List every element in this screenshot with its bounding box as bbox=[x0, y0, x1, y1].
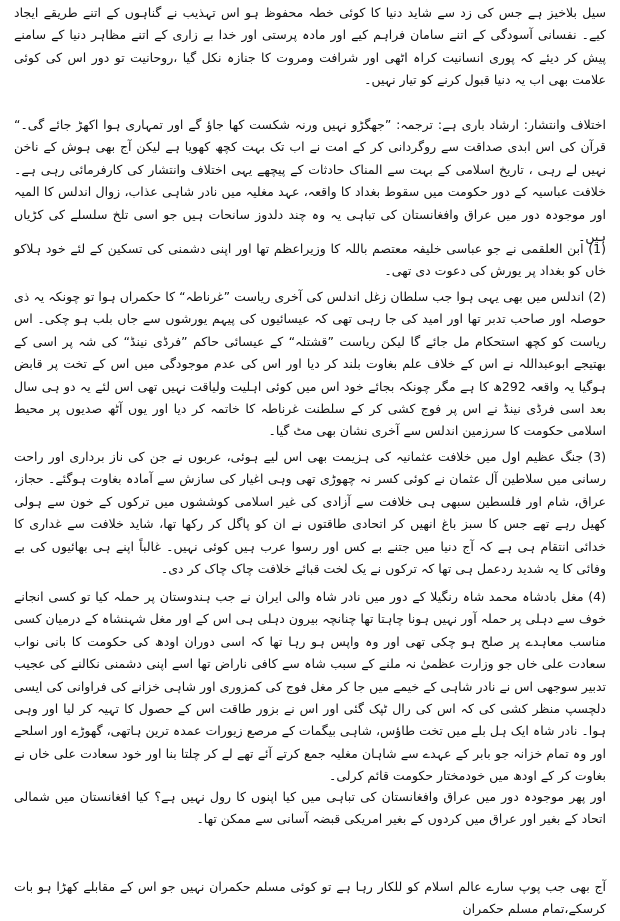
paragraph-disunity-intro: اختلاف وانتشار: ارشاد باری ہے: ترجمہ: ”جھگڑو نہیں ورنہ شکست کھا جاؤ گے اور تمہاری ہوا اکھڑ جائے گی۔“ قرآن کی اس ابدی صداقت سے روگردانی کر کے امت نے اب تک بہت کچھ کھویا ہے لیکن آج بھی ہوش کے ناخن نہیں لے رہی ، تاریخ اسلامی کے بہت سے المناک حادثات کے پیچھے یہی اختلاف وانتشار کی کارفرمائی رہی ہے۔ خلافت عباسیہ کے دور حکومت میں سقوط بغداد کا واقعہ، عہد مغلیہ میں نادر شاہی عذاب، زوال اندلس کا المیہ اور موجودہ دور میں عراق وافغانستان کی تباہی یہ وہ چند دلدوز سانحات ہیں جو اسی تلخ سلسلے کی کڑیاں ہیں۔ bbox=[14, 117, 606, 245]
paragraph-point-3-ottoman: (3) جنگ عظیم اول میں خلافت عثمانیہ کی ہزیمت بھی اس لیے ہوئی، عربوں نے جن کی ناز برداری اور راحت رسانی میں سلاطین آل عثمان نے کوئی کسر نہ چھوڑی تھی وہی اغیار کی سازش سے آمادہ بغاوت ہوگئے۔ حجاز، عراق، شام اور فلسطین سبھی ہی خلافت سے آزادی کی غیر اسلامی کوششوں میں ترکوں کے خون سے ہولی کھیل رہے تھے جس کا سبز باغ انھیں کر اتحادی طاقتوں نے ان کو پاگل کر رکھا تھا، شاید خلافت سے غداری کا خدائی انتقام ہی ہے کہ آج دنیا میں جتنے بے کس اور رسوا عرب ہیں کوئی نہیں۔ غالباً اپنے ہی بھائیوں کی بے وفائی کا یہ شدید ردعمل ہی تھا کہ ترکوں نے یک لخت قبائے خلافت چاک چاک کر دی۔ bbox=[14, 449, 606, 577]
paragraph-point-4-nadir-shah: (4) مغل بادشاہ محمد شاہ رنگیلا کے دور میں نادر شاہ والی ایران نے جب ہندوستان پر حملہ کیا تو کسی انجانے خوف سے دہلی پر حملہ آور نہیں ہونا چاہتا تھا چنانچہ بیرون دہلی ہی اس کے اور مغل شہنشاہ کے درمیان کسی مناسب معاہدے پر صلح ہو چکی تھی اور وہ واپس ہو رہا تھا کہ اسی دوران اودھ کی حکومت کا بانی نواب سعادت علی خاں جو وزارت عظمیٰ نہ ملنے کے سبب شاہ سے کافی ناراض تھا اسے اپنی دشمنی نکالنے کی عجیب تدبیر سوجھی اس نے نادر شاہی کے خیمے میں جا کر مغل فوج کی کمزوری اور شاہی خزانے کی فراوانی کی ایسی دلچسپ منظر کشی کی کہ اس کی رال ٹپک گئی اور اس نے بزور طاقت اس کے حصول کا تہیہ کر لیا اور وہی ہوا۔ نادر شاہ ایک ہل بلے میں تخت طاؤس، شاہی بیگمات کے مرصع زیورات عمدہ ترین ہاتھی، گھوڑے اور اسلحے اور وہ تمام خزانہ جو بابر کے عہدے سے شاہان مغلیہ جمع کرتے آئے تھے لے کر چلتا بنا اور خود سعادت علی خاں نے بغاوت کر کے اودھ میں خودمختار حکومت قائم کرلی۔ bbox=[14, 589, 606, 784]
paragraph-point-2-andalus: (2) اندلس میں بھی یہی ہوا جب سلطان زغل اندلس کی آخری ریاست ”غرناطہ“ کا حکمراں ہوا تو چونکہ یہ ذی حوصلہ اور صاحب تدبر تھا اور امید کی جا رہی تھی کہ عیسائیوں کی پیہم یورشوں سے جاں بلب ہو چکی۔ اس ریاست کو کچھ استحکام مل جائے گا لیکن ریاست ”قشتلہ“ کے عیسائی حاکم ”فرڈی نینڈ“ کی شہ پر اسی کے بھتیجے ابوعبداللہ نے اس کے خلاف علم بغاوت بلند کر دیا اور اس کی عدم موجودگی میں اس کے تخت پر قابض ہوگیا یہ واقعہ 292ھ کا ہے مگر چونکہ بجائے خود اس میں کوئی اہلیت ولیاقت نہیں تھی اس لئے یہ دو ہی سال بعد اسی فرڈی نینڈ نے اس پر فوج کشی کر کے سلطنت غرناطہ کا خاتمہ کر دیا اور یوں آٹھ صدیوں پر محیط اسلامی حکومت کا سرزمین اندلس سے آخری نشان بھی مٹ گیا۔ bbox=[14, 289, 606, 439]
paragraph-pope-challenge: آج بھی جب پوپ سارے عالم اسلام کو للکار رہا ہے تو کوئی مسلم حکمران نہیں جو اس کے مقابلے کھڑا ہو بات کرسکے،تمام مسلم حکمران bbox=[14, 879, 606, 917]
paragraph-iraq-afghanistan: اور پھر موجودہ دور میں عراق وافغانستان کی تباہی میں کیا اپنوں کا رول نہیں ہے؟ کیا افغانستان میں شمالی اتحاد کے بغیر اور عراق میں کردوں کے بغیر امریکی قبضہ آسانی سے ممکن تھا۔ bbox=[14, 789, 606, 827]
paragraph-moral-decline: سیل بلاخیز ہے جس کی زد سے شاید دنیا کا کوئی خطہ محفوظ ہو اس تہذیب نے گناہوں کے اتنے طریقے ایجاد کیے۔ نفسانی آسودگی کے اتنے سامان فراہم کیے اور مادہ پرستی اور خدا بے زاری کے اتنے مظاہر دنیا کے سامنے پیش کر دیئے کہ پوری انسانیت کراہ اٹھی اور شرافت ومروت کا جنازہ نکل گیا ،روحانیت تو دور اس کی کوئی علامت بھی اب یہ دنیا قبول کرنے کو تیار نہیں۔ bbox=[14, 5, 606, 88]
paragraph-point-1-baghdad: (1) ابن العلقمی نے جو عباسی خلیفہ معتصم باللہ کا وزیراعظم تھا اور اپنی دشمنی کی تسکین کے لئے خود ہلاکو خاں کو بغداد پر یورش کی دعوت دی تھی۔ bbox=[14, 241, 606, 279]
